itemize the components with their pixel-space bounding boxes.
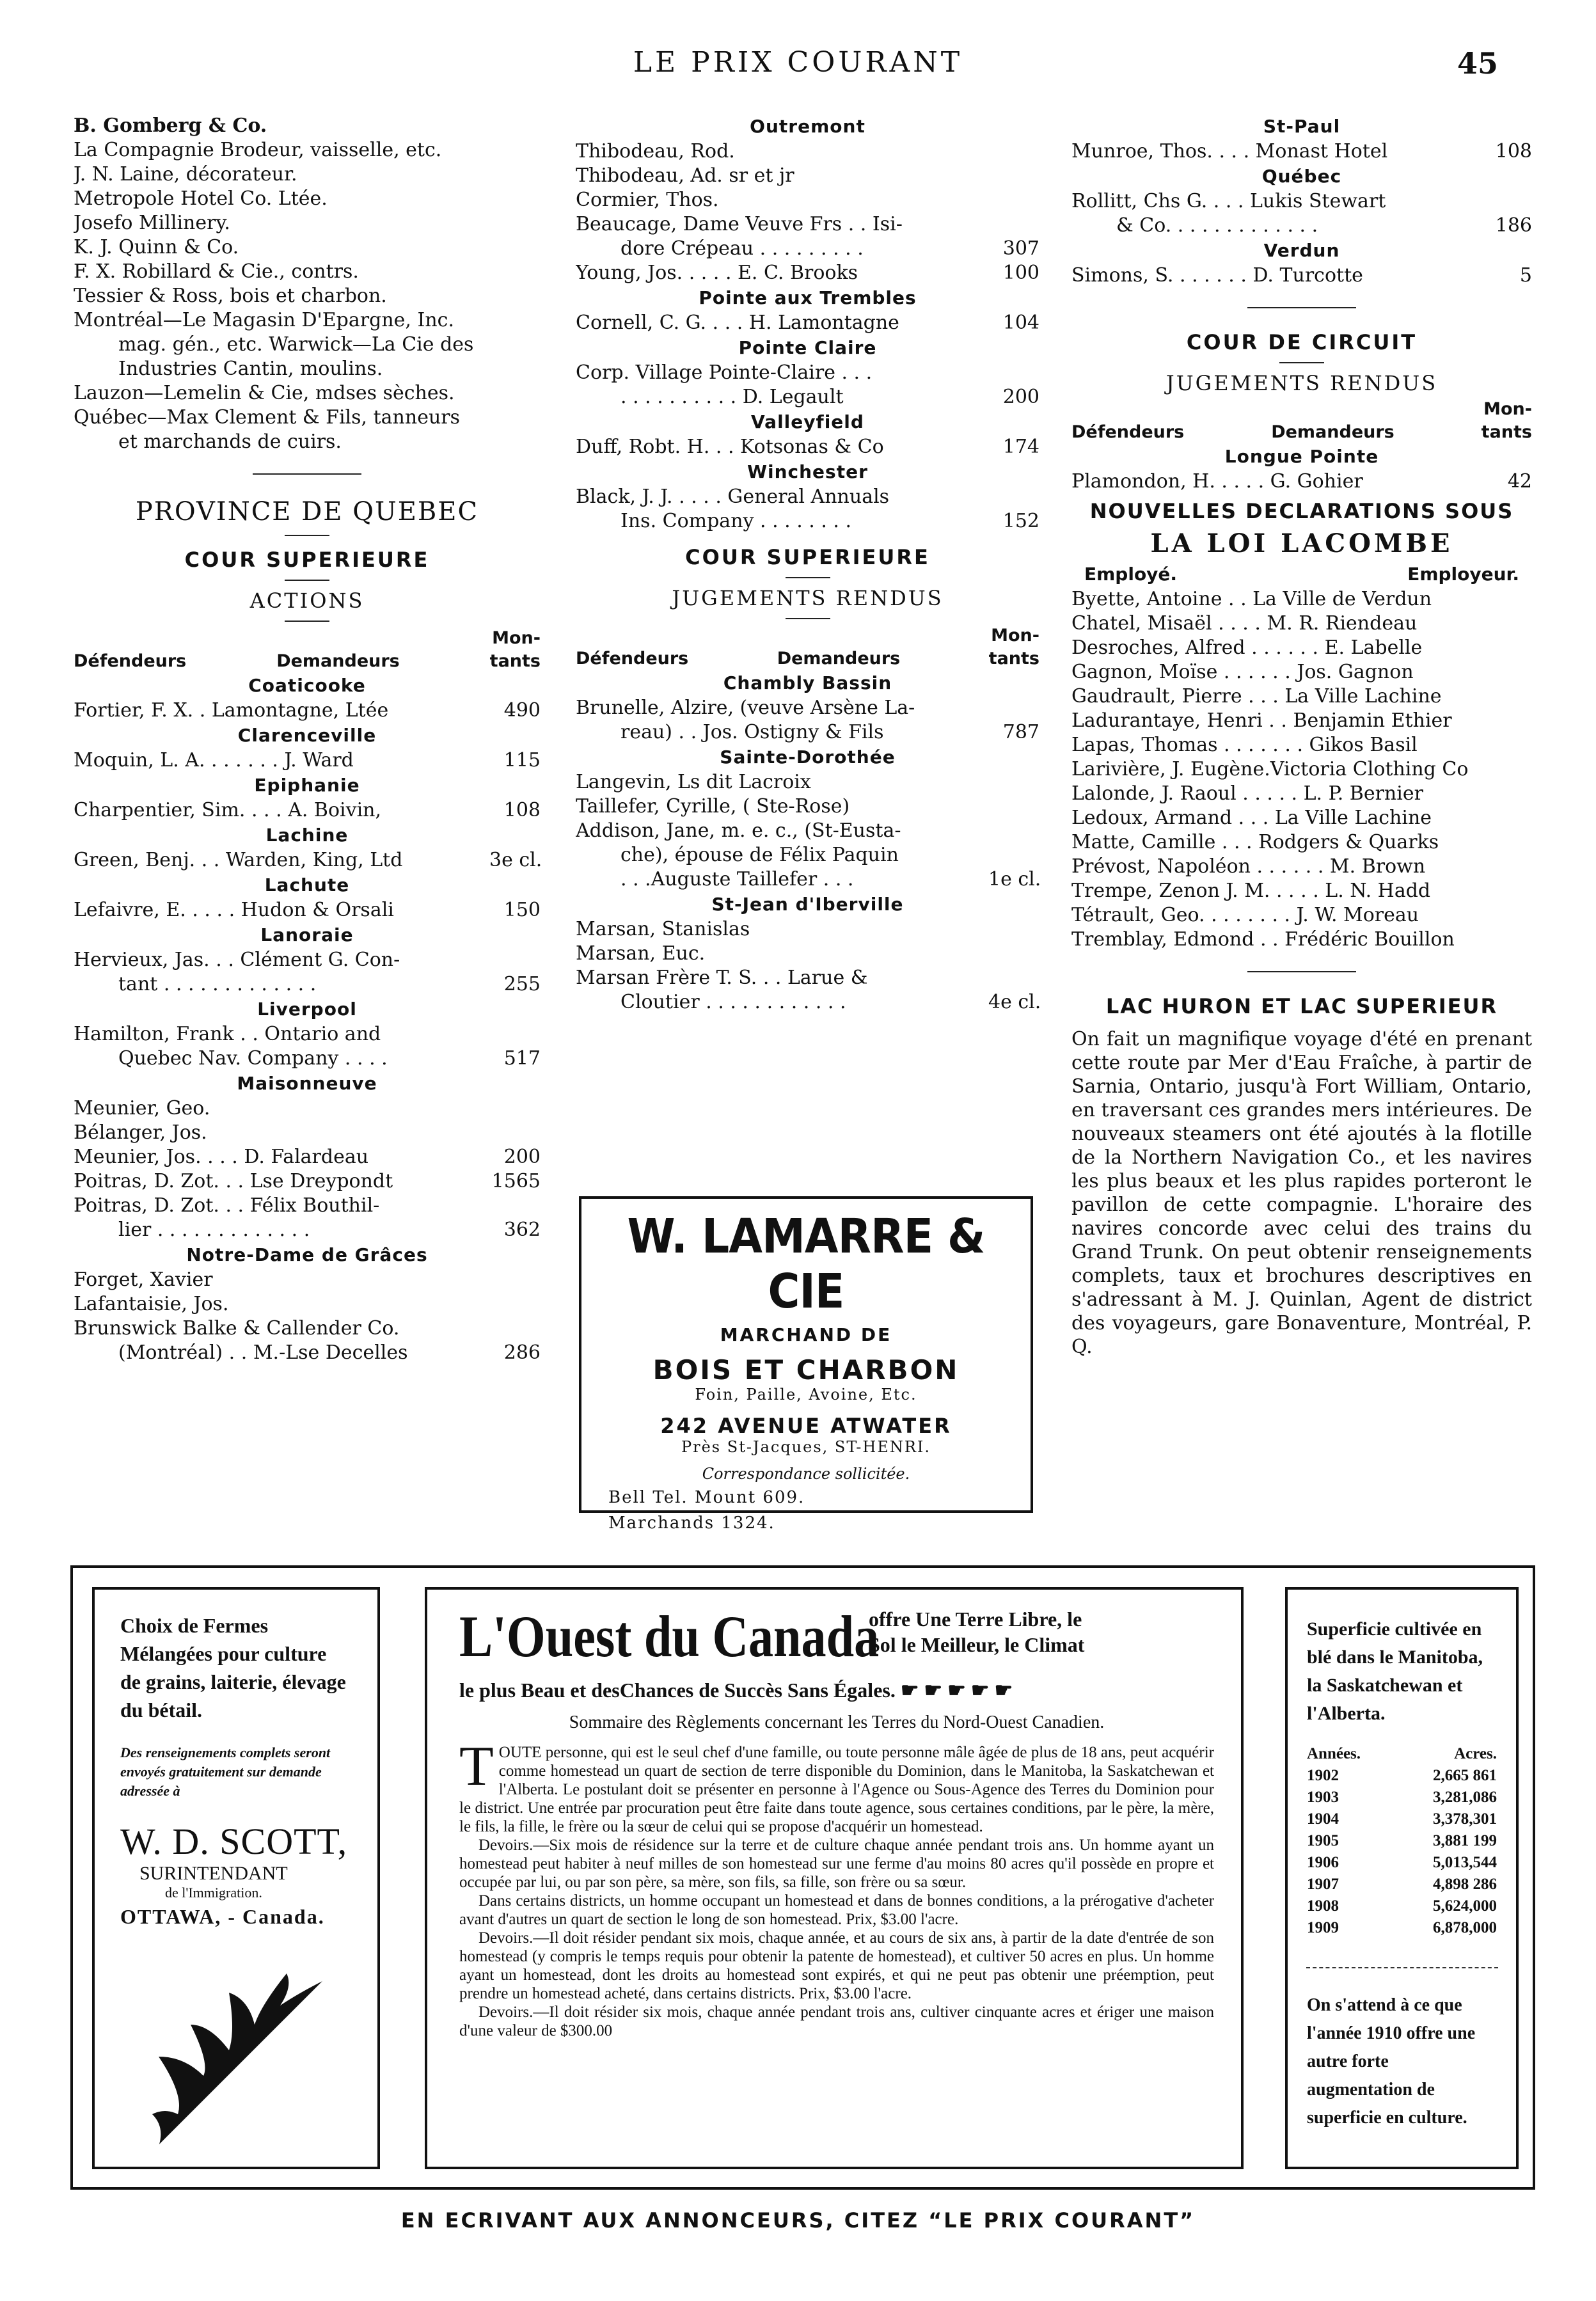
entry-text: Taillefer, Cyrille, ( Ste-Rose)	[576, 795, 850, 818]
wheat-acreage-table	[1307, 1743, 1497, 1939]
header-defendeurs: Défendeurs	[576, 649, 689, 668]
table-row	[1071, 139, 1532, 164]
list-item: Gagnon, Moïse . . . . . . Jos. Gagnon	[1071, 661, 1414, 683]
table-cell-acres: 4,898 286	[1433, 1876, 1497, 1893]
divider	[786, 618, 830, 619]
section-heading: LAC HURON ET LAC SUPERIEUR	[1105, 994, 1498, 1018]
entry-text: Cornell, C. G. . . . H. Lamontagne	[576, 312, 899, 334]
entry-amount: 490	[503, 699, 541, 722]
divider	[285, 621, 329, 622]
place-heading: Pointe aux Trembles	[699, 287, 917, 308]
table-row	[74, 1341, 541, 1365]
ad-panel-middle	[425, 1587, 1244, 2169]
entry-amount: 255	[503, 973, 541, 995]
company-list	[74, 114, 541, 454]
table-row	[74, 1047, 541, 1071]
place-heading: Québec	[1261, 166, 1342, 187]
table-row	[1307, 1917, 1497, 1939]
page-header-title: LE PRIX COURANT	[633, 46, 963, 79]
entry-text: . . .Auguste Taillefer . . .	[620, 868, 854, 890]
divider	[1306, 1967, 1498, 1968]
list-item: Tessier & Ross, bois et charbon.	[74, 285, 387, 307]
place-heading: Chambly Bassin	[723, 672, 892, 693]
list-item: Gaudrault, Pierre . . . La Ville Lachine	[1071, 685, 1442, 708]
place-heading: Longue Pointe	[1224, 446, 1379, 467]
table-row	[74, 699, 541, 723]
header-demandeurs: Demandeurs	[276, 651, 400, 671]
section-heading: COUR SUPERIEURE	[685, 545, 930, 569]
entry-text: Marsan Frère T. S. . . Larue &	[576, 967, 868, 989]
header-montants-2: tants	[988, 649, 1039, 668]
header-employeur: Employeur.	[1407, 564, 1519, 585]
entry-amount: 787	[1002, 721, 1039, 743]
list-item: Chatel, Misaël . . . . M. R. Riendeau	[1071, 612, 1418, 635]
ad-telephone: Marchands 1324.	[608, 1514, 775, 1533]
ad-contact-title: SURINTENDANT	[139, 1863, 288, 1884]
entry-text: Brunswick Balke & Callender Co.	[74, 1317, 400, 1340]
entry-text: Simons, S. . . . . . . D. Turcotte	[1071, 264, 1363, 287]
ad-paragraph: Devoirs.—Il doit résider six mois, chaque année pendant trois ans, cultiver cinquante acres et ériger une maison d'une valeur de $300.00	[459, 2004, 1214, 2039]
entry-text: Moquin, L. A. . . . . . . J. Ward	[74, 749, 354, 771]
place-heading: Sainte-Dorothée	[720, 747, 896, 768]
entry-text: Rollitt, Chs G. . . . Lukis Stewart	[1071, 190, 1386, 212]
header-montants-2: tants	[1481, 422, 1532, 442]
place-heading: Clarenceville	[237, 725, 377, 746]
list-item: Ledoux, Armand . . . La Ville Lachine	[1071, 807, 1432, 829]
table-row	[74, 798, 541, 823]
ad-paragraph: Devoirs.—Six mois de résidence sur la terre et de culture chaque année pendant trois ans. Un homme ayant un homestead peut habiter à neuf milles de son homestead sur une ferme d'au moins 80 acres qu'il possède en propre et occupée par lui, ou par son père, sa mère, son fils, sa fille, son frère ou sa sœur.	[459, 1837, 1214, 1891]
list-item: et marchands de cuirs.	[118, 431, 342, 453]
list-item: Lapas, Thomas . . . . . . . Gikos Basil	[1071, 734, 1418, 756]
ad-heading: Superficie cultivée en blé dans le Manitoba, la Saskatchewan et l'Alberta.	[1307, 1618, 1483, 1724]
column-3	[1071, 114, 1532, 1359]
table-row	[1071, 264, 1532, 288]
entry-text: dore Crépeau . . . . . . . . .	[620, 237, 864, 260]
entry-text: Marsan, Stanislas	[576, 918, 750, 940]
list-item: Lalonde, J. Raoul . . . . . L. P. Bernier	[1071, 782, 1423, 805]
list-item: Industries Cantin, moulins.	[118, 358, 383, 380]
ad-items: Foin, Paille, Avoine, Etc.	[695, 1386, 917, 1404]
list-item: Matte, Camille . . . Rodgers & Quarks	[1071, 831, 1439, 853]
table-cell-acres: 5,013,544	[1433, 1854, 1497, 1871]
header-montants	[1481, 398, 1532, 444]
table-cell-year: 1902	[1307, 1767, 1339, 1784]
ad-paragraph-text: OUTE personne, qui est le seul chef d'une famille, ou toute personne mâle âgée de plus de 18 ans, peut acquérir comme homestead un quart de section de terre disponible du Dominion, dans le Manitoba, la Saskatchewan et l'Alberta. Le postulant doit se présenter en personne à l'Agence ou Sous-Agence des Terres du Dominion pour le district. Une entrée par procuration peut être faite dans toute agence, sous certaines conditions, par le père, la mère, le fils, la fille, le frère ou la sœur de celui qui se propose d'acquérir un homestead.	[459, 1744, 1214, 1835]
entry-amount: 150	[503, 899, 541, 921]
list-item: Lauzon—Lemelin & Cie, mdses sèches.	[74, 382, 455, 404]
divider	[285, 580, 329, 581]
header-montants-1: Mon-	[1483, 399, 1532, 419]
table-row	[1307, 1830, 1497, 1852]
table-row	[1307, 1852, 1497, 1874]
column-1	[74, 114, 541, 1365]
entry-amount: 104	[1002, 312, 1039, 334]
entry-amount: 286	[503, 1341, 541, 1364]
entry-amount: 108	[1495, 140, 1532, 162]
entry-text: Ins. Company . . . . . . . .	[620, 510, 852, 532]
entry-text: Addison, Jane, m. e. c., (St-Eusta-	[576, 819, 901, 842]
list-item: Prévost, Napoléon . . . . . . M. Brown	[1071, 855, 1426, 878]
drop-cap: T	[459, 1736, 494, 1798]
table-row	[1307, 1808, 1497, 1830]
place-heading: Notre-Dame de Grâces	[186, 1244, 428, 1265]
list-item: Larivière, J. Eugène.Victoria Clothing Co	[1071, 758, 1469, 780]
column-headers	[1071, 398, 1532, 444]
place-heading: Coaticooke	[248, 675, 366, 696]
entry-text: Beaucage, Dame Veuve Frs . . Isi-	[576, 213, 903, 235]
list-item: Trempe, Zenon J. M. . . . . L. N. Hadd	[1071, 880, 1431, 902]
ad-note: Des renseignements complets seront envoyés gratuitement sur demande adressée à	[120, 1744, 331, 1799]
ad-tagline-line: offre Une Terre Libre, le	[869, 1608, 1082, 1631]
entry-text: Lefaivre, E. . . . . Hudon & Orsali	[74, 899, 394, 921]
section-heading: LA LOI LACOMBE	[1150, 528, 1453, 558]
entry-text: lier . . . . . . . . . . . . .	[118, 1219, 310, 1241]
entry-amount: 4e cl.	[988, 991, 1041, 1013]
table-cell-acres: 5,624,000	[1433, 1897, 1497, 1915]
table-cell-year: 1904	[1307, 1810, 1339, 1828]
entry-text: Thibodeau, Ad. sr et jr	[576, 164, 794, 187]
ad-location: Près St-Jacques, ST-HENRI.	[681, 1438, 931, 1456]
table-row	[576, 435, 1039, 459]
table-cell-acres: 3,881 199	[1433, 1832, 1497, 1849]
entry-amount: 1e cl.	[988, 868, 1041, 890]
section-subheading: ACTIONS	[249, 589, 365, 613]
entry-text: & Co. . . . . . . . . . . . .	[1116, 214, 1318, 237]
entry-text: Lafantaisie, Jos.	[74, 1293, 229, 1315]
entry-amount: 517	[503, 1047, 541, 1070]
table-row	[1307, 1787, 1497, 1808]
table-row	[74, 848, 541, 873]
list-item: mag. gén., etc. Warwick—La Cie des	[118, 333, 474, 356]
entry-amount: 3e cl.	[489, 849, 542, 871]
list-item: K. J. Quinn & Co.	[74, 236, 239, 258]
entry-text: Thibodeau, Rod.	[576, 140, 735, 162]
canada-advertisement	[70, 1565, 1535, 2190]
divider	[285, 535, 329, 536]
ad-correspondence: Correspondance sollicitée.	[702, 1465, 910, 1483]
entry-text: reau) . . Jos. Ostigny & Fils	[620, 721, 884, 743]
entry-text: Forget, Xavier	[74, 1269, 213, 1291]
ad-paragraph: Devoirs.—Il doit résider pendant six mois, chaque année, et au cours de six ans, à partir de la date d'entrée de son homestead (y compris le temps requis pour obtenir la patente de homestead), et cultiver 50 acres en plus. Un homme ayant un homestead, dont les droits au homestead sont expirés, et qui ne peut pas obtenir une préemption, peut prendre un homestead acheté, dans certains districts. Prix, $3.00 l'acre.	[459, 1929, 1214, 2002]
wheat-leaf-icon	[133, 1967, 344, 2159]
entry-text: Meunier, Geo.	[74, 1097, 210, 1119]
entry-amount: 186	[1495, 214, 1532, 237]
entry-text: Black, J. J. . . . . General Annuals	[576, 486, 890, 508]
ad-regulations-text	[459, 1736, 1214, 2040]
place-heading: Winchester	[747, 461, 868, 482]
entry-text: Brunelle, Alzire, (veuve Arsène La-	[576, 697, 915, 719]
entry-amount: 152	[1002, 510, 1039, 532]
table-cell-year: 1903	[1307, 1789, 1339, 1806]
list-item: Ladurantaye, Henri . . Benjamin Ethier	[1071, 709, 1452, 732]
entry-amount: 200	[1002, 386, 1039, 408]
entry-amount: 100	[1002, 262, 1039, 284]
header-demandeurs: Demandeurs	[1271, 422, 1395, 442]
entry-text: Duff, Robt. H. . . Kotsonas & Co	[576, 436, 884, 458]
table-cell-year: 1905	[1307, 1832, 1339, 1849]
column-headers	[1071, 562, 1532, 587]
header-montants-2: tants	[489, 651, 541, 671]
divider	[1247, 971, 1356, 972]
entry-text: che), épouse de Félix Paquin	[620, 844, 899, 866]
section-heading: COUR SUPERIEURE	[184, 548, 430, 572]
header-montants	[490, 627, 541, 673]
entry-amount: 42	[1507, 470, 1532, 493]
table-cell-acres: 3,378,301	[1433, 1810, 1497, 1828]
list-item: Tétrault, Geo. . . . . . . . J. W. Moreau	[1071, 904, 1419, 926]
ad-address: 242 AVENUE ATWATER	[660, 1414, 952, 1438]
entry-amount: 115	[503, 749, 541, 771]
entry-text: Plamondon, H. . . . . G. Gohier	[1071, 470, 1363, 493]
table-cell-acres: 2,665 861	[1433, 1767, 1497, 1784]
entry-amount: 174	[1002, 436, 1039, 458]
entry-text: Hervieux, Jas. . . Clément G. Con-	[74, 949, 400, 971]
table-row	[1307, 1874, 1497, 1895]
place-heading: Epiphanie	[254, 775, 360, 796]
entry-text: Poitras, D. Zot. . . Félix Bouthil-	[74, 1194, 380, 1217]
ad-tagline	[869, 1606, 1084, 1657]
place-heading: Lanoraie	[260, 924, 354, 945]
entry-amount: 200	[503, 1146, 541, 1168]
table-cell-acres: 3,281,086	[1433, 1789, 1497, 1806]
table-row	[74, 1218, 541, 1242]
list-item: Montréal—Le Magasin D'Epargne, Inc.	[74, 309, 454, 331]
table-row	[74, 898, 541, 922]
table-row	[576, 311, 1039, 335]
entry-text: Green, Benj. . . Warden, King, Ltd	[74, 849, 403, 871]
ad-contact-name: W. D. SCOTT,	[120, 1821, 348, 1862]
entry-text: Meunier, Jos. . . . D. Falardeau	[74, 1146, 369, 1168]
section-heading: PROVINCE DE QUEBEC	[135, 497, 479, 526]
entry-text: Charpentier, Sim. . . . A. Boivin,	[74, 799, 382, 821]
entry-text: Munroe, Thos. . . . Monast Hotel	[1071, 140, 1388, 162]
entry-text: Corp. Village Pointe-Claire . . .	[576, 361, 873, 384]
section-subheading: JUGEMENTS RENDUS	[1165, 371, 1438, 395]
entry-text: Marsan, Euc.	[576, 942, 706, 965]
ad-panel-right	[1285, 1587, 1519, 2169]
entry-amount: 1565	[491, 1170, 541, 1192]
entry-text: (Montréal) . . M.-Lse Decelles	[118, 1341, 408, 1364]
lacombe-list	[1071, 587, 1532, 952]
divider	[1279, 362, 1324, 363]
place-heading: St-Jean d'Iberville	[711, 894, 904, 915]
page-footer: EN ECRIVANT AUX ANNONCEURS, CITEZ “LE PRIX COURANT”	[400, 2208, 1196, 2233]
header-montants-1: Mon-	[991, 626, 1039, 645]
list-item: F. X. Robillard & Cie., contrs.	[74, 260, 359, 283]
ad-contact-city: OTTAWA, - Canada.	[120, 1905, 325, 1928]
ad-contact-dept: de l'Immigration.	[165, 1885, 262, 1901]
entry-amount: 307	[1002, 237, 1039, 260]
table-cell-year: 1906	[1307, 1854, 1339, 1871]
entry-text: Young, Jos. . . . . E. C. Brooks	[576, 262, 858, 284]
place-heading: Valleyfield	[751, 411, 864, 432]
col-acres: Acres.	[1454, 1745, 1497, 1762]
table-row	[576, 385, 1039, 409]
list-item: Metropole Hotel Co. Ltée.	[74, 187, 328, 210]
section-subheading: JUGEMENTS RENDUS	[672, 586, 944, 610]
table-row	[74, 972, 541, 997]
divider	[1247, 307, 1356, 308]
header-employe: Employé.	[1084, 564, 1178, 585]
ad-subtitle: MARCHAND DE	[720, 1324, 892, 1345]
list-item: B. Gomberg & Co.	[74, 115, 267, 137]
entry-text: Bélanger, Jos.	[74, 1121, 207, 1144]
table-cell-acres: 6,878,000	[1433, 1919, 1497, 1936]
table-header	[1307, 1743, 1497, 1765]
entry-text: Cormier, Thos.	[576, 189, 719, 211]
article-paragraph: On fait un magnifique voyage d'été en prenant cette route par Mer d'Eau Fraîche, à partir de Sarnia, Ontario, jusqu'à Fort William, Ontario, en traversant ces grandes mers intérieures. De nouveaux steamers ont été ajoutés à la flotille de la Northern Navigation Co., et les navires les plus beaux et les plus rapides porteront le pavillon de cette compagnie. L'horaire des navires concorde avec celui des trains du Grand Trunk. On peut obtenir renseignements complets, taux et brochures descriptives en s'adressant à M. J. Quinlan, Agent de district des voyageurs, gare Bonaventure, Montréal, P. Q.	[1071, 1028, 1532, 1358]
ad-tagline-continued: le plus Beau et desChances de Succès Sans Égales. ☛ ☛ ☛ ☛ ☛	[459, 1679, 1013, 1702]
table-row	[576, 720, 1039, 745]
list-item: Desroches, Alfred . . . . . . E. Labelle	[1071, 637, 1423, 659]
ad-title: L'Ouest du Canada	[459, 1604, 880, 1669]
place-heading: Maisonneuve	[237, 1073, 377, 1094]
ad-heading: Choix de Fermes Mélangées pour culture de grains, laiterie, élevage du bétail.	[120, 1614, 346, 1721]
entry-text: Hamilton, Frank . . Ontario and	[74, 1023, 381, 1045]
ad-paragraph	[459, 1736, 1214, 1836]
header-montants	[989, 624, 1039, 670]
table-row	[1307, 1765, 1497, 1787]
entry-text: Quebec Nav. Company . . . .	[118, 1047, 388, 1070]
table-row	[74, 1145, 541, 1169]
list-item: Tremblay, Edmond . . Frédéric Bouillon	[1071, 928, 1455, 951]
ad-summary-heading: Sommaire des Règlements concernant les Terres du Nord-Ouest Canadien.	[569, 1712, 1105, 1732]
entry-amount: 5	[1519, 264, 1532, 287]
place-heading: Lachine	[265, 825, 349, 846]
place-heading: Liverpool	[257, 999, 357, 1020]
place-heading: Outremont	[750, 116, 865, 137]
list-item: Québec—Max Clement & Fils, tanneurs	[74, 406, 461, 429]
ad-telephone: Bell Tel. Mount 609.	[608, 1488, 805, 1507]
ad-tagline-line: Sol le Meilleur, le Climat	[869, 1633, 1085, 1656]
table-row	[1071, 214, 1532, 238]
place-heading: St-Paul	[1263, 116, 1341, 137]
entry-text: . . . . . . . . . . D. Legault	[620, 386, 844, 408]
divider	[253, 473, 361, 475]
list-item: J. N. Laine, décorateur.	[74, 163, 297, 186]
column-2	[576, 114, 1039, 1015]
entry-text: Poitras, D. Zot. . . Lse Dreypondt	[74, 1170, 393, 1192]
header-defendeurs: Défendeurs	[74, 651, 187, 671]
header-montants-1: Mon-	[492, 628, 541, 648]
table-row	[576, 261, 1039, 285]
list-item: La Compagnie Brodeur, vaisselle, etc.	[74, 139, 442, 161]
table-row	[74, 748, 541, 773]
header-demandeurs: Demandeurs	[777, 649, 901, 668]
entry-text: Cloutier . . . . . . . . . . . .	[620, 991, 846, 1013]
entry-text: Fortier, F. X. . Lamontagne, Ltée	[74, 699, 389, 722]
place-heading: Pointe Claire	[738, 337, 877, 358]
entry-amount: 362	[503, 1219, 541, 1241]
lamarre-advertisement	[579, 1196, 1033, 1533]
entry-amount: 108	[503, 799, 541, 821]
ad-paragraph: Dans certains districts, un homme occupant un homestead et dans de bonnes conditions, a la prérogative d'acheter avant d'autres un quart de section le long de son homestead. Prix, $3.00 l'acre.	[459, 1892, 1214, 1928]
ad-title: W. LAMARRE & CIE	[627, 1209, 985, 1319]
ad-product: BOIS ET CHARBON	[652, 1354, 960, 1386]
table-row	[1071, 470, 1532, 494]
table-cell-year: 1908	[1307, 1897, 1339, 1915]
col-years: Années.	[1307, 1745, 1361, 1762]
ad-note: On s'attend à ce que l'année 1910 offre une autre forte augmentation de superficie en culture.	[1307, 1995, 1476, 2128]
place-heading: Lachute	[264, 874, 350, 896]
table-cell-year: 1907	[1307, 1876, 1339, 1893]
section-heading: COUR DE CIRCUIT	[1186, 330, 1418, 354]
table-row	[576, 867, 1039, 892]
column-headers	[576, 624, 1039, 670]
list-item: Josefo Millinery.	[74, 212, 230, 234]
table-row	[74, 1169, 541, 1194]
entry-text: Langevin, Ls dit Lacroix	[576, 771, 811, 793]
divider	[786, 577, 830, 578]
place-heading: Verdun	[1263, 240, 1340, 261]
entry-text: tant . . . . . . . . . . . . .	[118, 973, 317, 995]
list-item: Byette, Antoine . . La Ville de Verdun	[1071, 588, 1432, 610]
table-cell-year: 1909	[1307, 1919, 1339, 1936]
page-number: 45	[1457, 46, 1499, 81]
column-headers	[74, 627, 541, 673]
header-defendeurs: Défendeurs	[1071, 422, 1185, 442]
section-heading: NOUVELLES DECLARATIONS SOUS	[1089, 499, 1514, 523]
ad-panel-left	[92, 1587, 380, 2169]
table-row	[576, 237, 1039, 261]
table-row	[576, 509, 1039, 534]
table-row	[576, 990, 1039, 1015]
table-row	[1307, 1895, 1497, 1917]
